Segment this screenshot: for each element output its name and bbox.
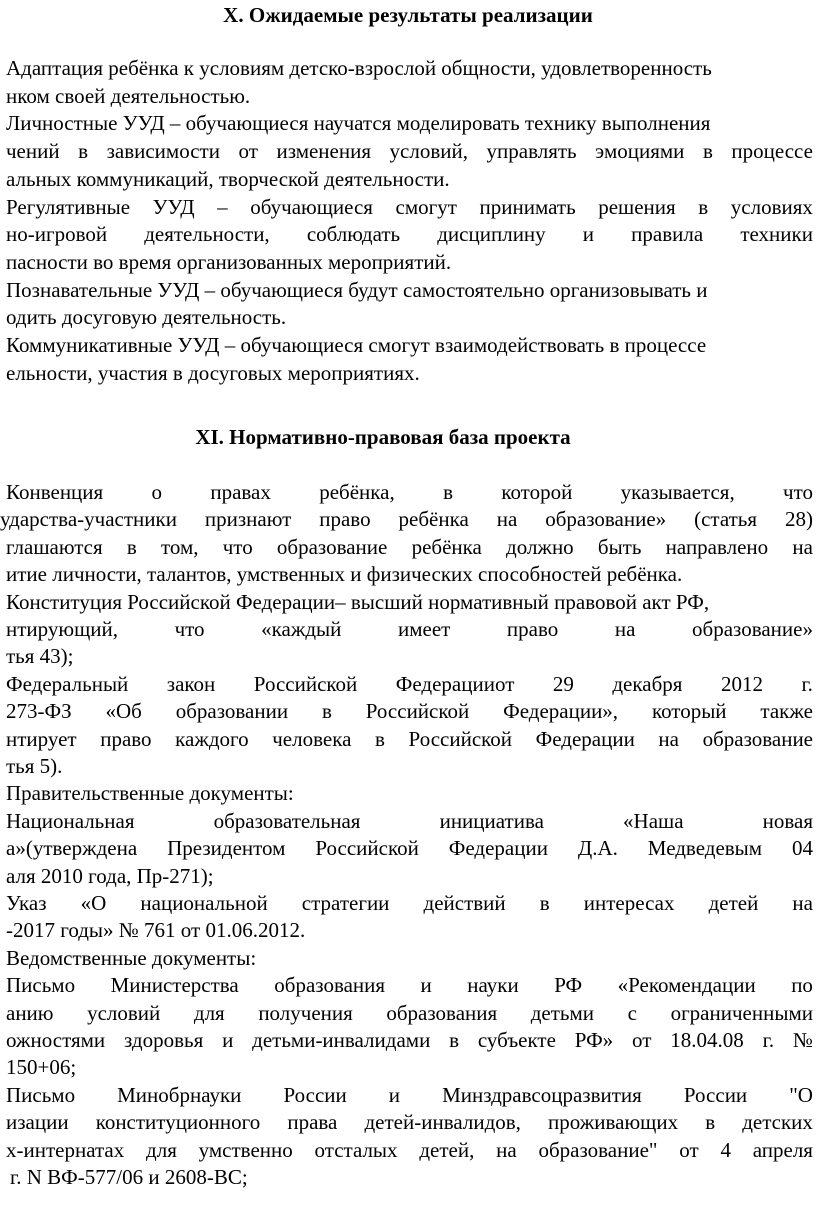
word: «О xyxy=(80,891,107,915)
word: решения xyxy=(598,194,676,219)
s2-line-12: Правительственные документы: xyxy=(6,781,294,806)
word: Федерации», xyxy=(503,699,619,724)
word: апреля xyxy=(752,1137,813,1162)
word: национальной xyxy=(140,891,268,915)
s2-line-6 xyxy=(6,615,813,643)
word: образование xyxy=(702,726,813,751)
word: г. xyxy=(801,671,813,696)
word: Министерства xyxy=(110,973,239,998)
word: изменения xyxy=(276,139,371,164)
word: на xyxy=(496,507,518,532)
s2-line-5: Конституция Российской Федерации– высший нормативный правовой акт РФ, xyxy=(6,589,710,614)
word: образование xyxy=(276,534,388,559)
word: по xyxy=(791,973,813,998)
word: г. xyxy=(762,1028,775,1052)
s1-line-7 xyxy=(6,220,813,248)
word: право xyxy=(319,507,371,532)
word: от xyxy=(238,139,258,164)
s2-line-8 xyxy=(6,670,813,698)
word: Федерации xyxy=(448,836,548,861)
word: ребёнка xyxy=(411,534,482,559)
s2-line-10 xyxy=(6,725,813,753)
word: Российской xyxy=(253,671,358,696)
s1-line-5: альных коммуникаций, творческой деятельности. xyxy=(6,166,450,191)
word: Минздравсоцразвития xyxy=(442,1082,642,1107)
word: что xyxy=(783,480,813,504)
word: Российской xyxy=(315,836,419,861)
word: Письмо xyxy=(6,973,76,998)
word: действий xyxy=(423,891,506,915)
word: признают xyxy=(204,507,292,532)
word: (статья xyxy=(694,507,758,532)
word: правах xyxy=(210,480,271,504)
word: ожностями xyxy=(6,1028,106,1052)
s1-line-6 xyxy=(6,193,813,221)
word: чений xyxy=(6,139,60,164)
word: 4 xyxy=(720,1137,731,1162)
word: право xyxy=(506,617,559,641)
word: детей, xyxy=(419,1137,475,1162)
word: России xyxy=(283,1082,347,1107)
word: новая xyxy=(762,808,813,833)
s2-line-2 xyxy=(0,505,813,533)
s2-line-4: итие личности, талантов, умственных и физических способностей ребёнка. xyxy=(6,562,683,587)
word: образование» xyxy=(545,507,667,532)
word: «каждый xyxy=(261,617,342,641)
word: № xyxy=(792,1028,813,1052)
word: 29 xyxy=(552,671,574,696)
word: эмоциями xyxy=(595,139,685,164)
word: образования xyxy=(274,973,386,998)
word: дисциплину xyxy=(437,222,546,247)
word: деятельности, xyxy=(144,222,270,247)
word: РФ» xyxy=(574,1028,614,1052)
word: декабря xyxy=(612,671,683,696)
word: образовании xyxy=(175,699,289,724)
word: образования xyxy=(386,1000,498,1025)
word: Минобрнауки xyxy=(117,1082,242,1107)
s1-line-10: одить досуговую деятельность. xyxy=(6,305,287,330)
word: «Рекомендации xyxy=(617,973,756,998)
word: "О xyxy=(789,1082,813,1107)
word: Д.А. xyxy=(577,836,618,861)
word: 273-ФЗ xyxy=(6,699,72,724)
word: х-интернатах xyxy=(6,1137,125,1162)
word: России xyxy=(683,1082,748,1107)
word: правила xyxy=(631,222,704,247)
word: Письмо xyxy=(6,1082,76,1107)
word: в xyxy=(539,891,550,915)
word: в xyxy=(702,139,713,164)
word: быть xyxy=(597,534,642,559)
word: ударства-участники xyxy=(0,507,177,532)
word: который xyxy=(651,699,727,724)
word: в xyxy=(443,480,453,504)
s1-line-8: пасности во время организованных мероприятий. xyxy=(6,249,452,274)
word: 18.04.08 xyxy=(670,1028,744,1052)
word: УУД xyxy=(152,194,195,219)
word: а»(утверждена xyxy=(6,836,138,861)
word: 28) xyxy=(785,507,813,532)
word: но-игровой xyxy=(6,222,108,247)
word: – xyxy=(217,194,228,219)
word: в xyxy=(449,1028,460,1052)
word: Федерацииот xyxy=(395,671,515,696)
word: что xyxy=(174,617,205,641)
s2-line-22: 150+06; xyxy=(6,1055,77,1080)
word: Конвенция xyxy=(6,480,104,504)
word: «Об xyxy=(105,699,142,724)
word: умственно xyxy=(198,1137,293,1162)
word: инициатива xyxy=(439,808,544,833)
word: детских xyxy=(742,1110,813,1135)
word: о xyxy=(151,480,163,504)
word: Национальная xyxy=(6,808,135,833)
s2-line-7: тья 43); xyxy=(6,644,74,669)
s2-line-15: аля 2010 года, Пр-271); xyxy=(6,863,214,888)
word: в xyxy=(78,139,89,164)
s1-line-3: Личностные УУД – обучающиеся научатся моделировать технику выполнения xyxy=(6,111,711,136)
word: детьми xyxy=(530,1000,595,1025)
word: Федерации xyxy=(535,726,635,751)
word: проживающих xyxy=(548,1110,679,1135)
word: ограниченными xyxy=(670,1000,813,1025)
s2-line-25 xyxy=(6,1136,813,1164)
word: Медведевым xyxy=(647,836,763,861)
word: Федеральный xyxy=(6,671,129,696)
word: обучающиеся xyxy=(250,194,373,219)
word: отсталых xyxy=(314,1137,398,1162)
word: конституционного xyxy=(95,1110,261,1135)
word: РФ xyxy=(554,973,583,998)
s2-line-16 xyxy=(6,889,813,917)
word: права xyxy=(287,1110,338,1135)
word: направлено xyxy=(665,534,769,559)
word: зависимости xyxy=(106,139,220,164)
word: и xyxy=(582,222,595,247)
word: что xyxy=(222,534,253,559)
word: изации xyxy=(6,1110,69,1135)
word: ребёнка xyxy=(398,507,469,532)
s1-line-2: нком своей деятельностью. xyxy=(6,83,251,108)
word: процессе xyxy=(731,139,813,164)
s2-line-18: Ведомственные документы: xyxy=(6,945,257,970)
s2-line-19 xyxy=(6,971,813,999)
word: соблюдать xyxy=(306,222,401,247)
s2-line-21 xyxy=(6,1026,813,1054)
word: Российской xyxy=(365,699,470,724)
word: также xyxy=(760,699,813,724)
word: в xyxy=(375,726,385,751)
s1-line-11: Коммуникативные УУД – обучающиеся смогут взаимодействовать в процессе xyxy=(6,333,707,357)
word: ребёнка, xyxy=(319,480,395,504)
word: на xyxy=(496,1137,517,1162)
s2-line-23 xyxy=(6,1081,813,1109)
word: стратегии xyxy=(301,891,390,915)
s2-line-24 xyxy=(6,1108,813,1136)
word: Президентом xyxy=(167,836,286,861)
s2-line-3 xyxy=(6,533,813,561)
word: субъекте xyxy=(477,1028,556,1052)
word: нтирует xyxy=(6,726,77,751)
word: нтирующий, xyxy=(6,617,118,641)
s2-line-17: -2017 годы» № 761 от 01.06.2012. xyxy=(6,918,306,943)
s1-line-9: Познавательные УУД – обучающиеся будут самостоятельно организовывать и xyxy=(6,277,708,302)
word: от xyxy=(679,1137,699,1162)
s2-line-20 xyxy=(6,999,813,1027)
word: каждого xyxy=(175,726,249,751)
word: на xyxy=(614,617,636,641)
word: техники xyxy=(740,222,813,247)
word: образовательная xyxy=(213,808,361,833)
s2-line-13 xyxy=(6,807,813,835)
word: анию xyxy=(6,1000,54,1025)
word: условий xyxy=(87,1000,161,1025)
word: указывается, xyxy=(620,480,735,504)
word: условиях xyxy=(730,194,813,219)
word: на xyxy=(658,726,679,751)
word: на xyxy=(792,534,813,559)
word: принимать xyxy=(479,194,576,219)
word: и xyxy=(222,1028,234,1052)
s1-line-1: Адаптация ребёнка к условиям детско-взрослой общности, удовлетворенность xyxy=(6,56,712,80)
word: образование» xyxy=(692,617,813,641)
s2-line-1 xyxy=(6,478,813,506)
word: детей-инвалидов, xyxy=(364,1110,521,1135)
word: в xyxy=(321,699,332,724)
section-heading-11: XI. Нормативно-правовая база проекта xyxy=(195,425,571,449)
word: человека xyxy=(272,726,352,751)
word: и xyxy=(420,973,432,998)
word: образование" xyxy=(538,1137,658,1162)
word: для xyxy=(193,1000,225,1025)
word: Указ xyxy=(6,891,47,915)
word: получения xyxy=(258,1000,353,1025)
word: должно xyxy=(506,534,574,559)
word: Российской xyxy=(408,726,513,751)
word: детьми-инвалидами xyxy=(252,1028,431,1052)
word: 04 xyxy=(792,836,813,861)
section-heading-10: X. Ожидаемые результаты реализации xyxy=(223,3,593,27)
word: том, xyxy=(161,534,199,559)
word: в xyxy=(698,194,709,219)
word: в xyxy=(126,534,137,559)
word: 2012 xyxy=(720,671,763,696)
word: науки xyxy=(467,973,519,998)
word: смогут xyxy=(395,194,457,219)
word: с xyxy=(627,1000,637,1025)
s2-line-26: г. N ВФ-577/06 и 2608-ВС; xyxy=(10,1165,248,1189)
word: для xyxy=(146,1137,177,1162)
s2-line-9 xyxy=(6,697,813,725)
word: глашаются xyxy=(6,534,103,559)
word: и xyxy=(388,1082,401,1107)
word: Регулятивные xyxy=(6,194,131,219)
s2-line-14 xyxy=(6,834,813,862)
s1-line-12: ельности, участия в досуговых мероприятиях. xyxy=(6,360,420,385)
word: детей xyxy=(708,891,759,915)
word: «Наша xyxy=(623,808,684,833)
word: право xyxy=(100,726,152,751)
word: интересах xyxy=(583,891,675,915)
word: управлять xyxy=(486,139,577,164)
word: в xyxy=(705,1110,716,1135)
word: от xyxy=(632,1028,652,1052)
word: условий, xyxy=(389,139,468,164)
word: которой xyxy=(501,480,573,504)
word: здоровья xyxy=(123,1028,204,1052)
s1-line-4 xyxy=(6,137,813,165)
s2-line-11: тья 5). xyxy=(6,754,63,778)
word: на xyxy=(792,891,813,915)
word: закон xyxy=(166,671,216,696)
word: имеет xyxy=(397,617,451,641)
